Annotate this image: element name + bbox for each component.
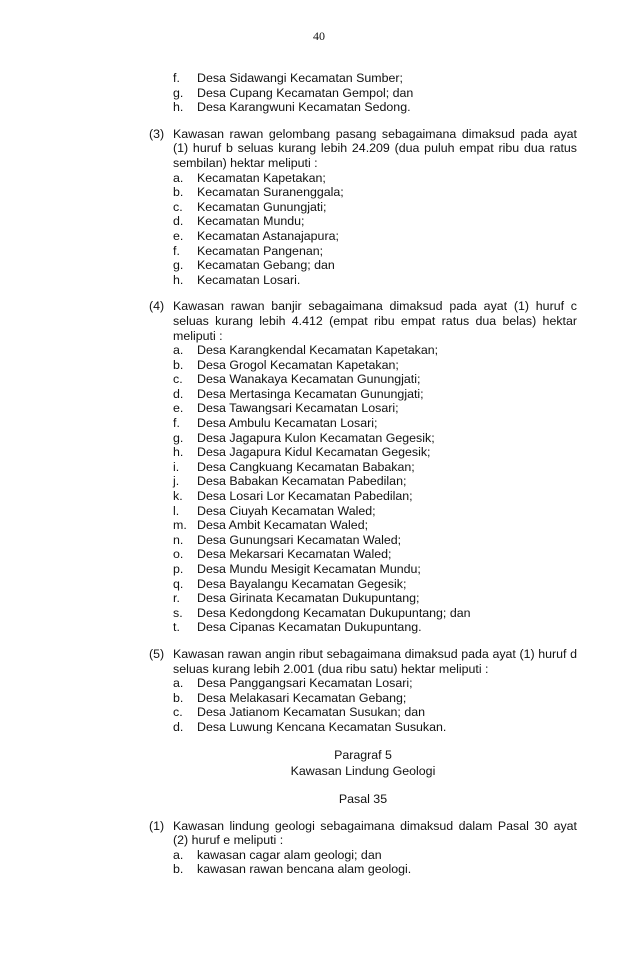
list-item-letter: k. [173,489,183,504]
list-item [173,358,577,373]
list-item-text: Desa Jagapura Kulon Kecamatan Gegesik; [197,430,435,445]
list-item [173,720,577,735]
list-item-text: Desa Cupang Kecamatan Gempol; dan [197,85,414,100]
paragraf-heading: Paragraf 5 [334,747,392,762]
list-item-letter: e. [173,228,184,243]
list-item-text: Desa Girinata Kecamatan Dukupuntang; [197,591,420,606]
list-item-letter: r. [173,591,180,606]
section-text: Kawasan rawan angin ribut sebagaimana dimaksud pada ayat (1) huruf d seluas kurang lebih 2.001 (dua ribu satu) hektar meliputi : [173,646,577,676]
list-item-letter: t. [173,620,180,635]
list-item [173,273,577,288]
list-item-letter: l. [173,503,180,518]
list-item-text: Desa Panggangsari Kecamatan Losari; [197,676,413,691]
pasal-35-list [173,848,577,877]
list-item-text: Desa Wanakaya Kecamatan Gunungjati; [197,372,421,387]
list-item-letter: d. [173,386,184,401]
list-item [173,474,577,489]
list-item [173,504,577,519]
list-item [173,244,577,259]
list-item-letter: f. [173,416,180,431]
list-item [173,489,577,504]
list-item [173,343,577,358]
list-item-letter: n. [173,532,184,547]
list-item-letter: m. [173,518,187,533]
page-number: 40 [313,29,325,43]
list-item-text: Desa Bayalangu Kecamatan Gegesik; [197,576,407,591]
list-item-text: Desa Karangkendal Kecamatan Kapetakan; [197,343,439,358]
section-text: Kawasan lindung geologi sebagaimana dimaksud dalam Pasal 30 ayat (2) huruf e meliputi : [173,818,577,848]
list-item-letter: s. [173,605,183,620]
list-item [173,862,577,877]
section-number: (1) [149,818,165,833]
list-item [173,416,577,431]
list-item [173,185,577,200]
list-item-text: Kecamatan Kapetakan; [197,170,326,185]
list-item-letter: f. [173,71,180,85]
list-item [173,401,577,416]
section-4 [149,299,577,635]
list-item-text: Desa Gunungsari Kecamatan Waled; [197,532,402,547]
list-item [173,848,577,863]
list-item-text: Kecamatan Astanajapura; [197,228,339,243]
list-item-text: Kecamatan Suranenggala; [197,185,344,200]
list-item-letter: c. [173,199,183,214]
list-item-text: Desa Luwung Kencana Kecamatan Susukan. [197,719,447,734]
list-item [173,100,577,115]
section-5-list [173,676,577,734]
list-item-letter: o. [173,547,184,562]
list-item-text: Desa Mekarsari Kecamatan Waled; [197,547,392,562]
list-item-letter: h. [173,445,184,460]
list-item [173,431,577,446]
list-item-text: Desa Jagapura Kidul Kecamatan Gegesik; [197,445,431,460]
list-item-text: Kecamatan Gebang; dan [197,258,335,273]
list-item [173,372,577,387]
section-text: Kawasan rawan banjir sebagaimana dimaksud pada ayat (1) huruf c seluas kurang lebih 4.412 (empat ribu empat ratus dua belas) hektar meliputi : [173,299,577,343]
list-item-letter: g. [173,430,184,445]
list-item-letter: a. [173,343,184,358]
list-item-text: Desa Babakan Kecamatan Pabedilan; [197,474,407,489]
list-item [173,620,577,635]
list-item-letter: g. [173,258,184,273]
list-item-letter: i. [173,459,180,474]
list-item [173,518,577,533]
list-item-text: Kecamatan Losari. [197,272,301,287]
list-item [173,591,577,606]
list-item-letter: p. [173,562,184,576]
list-item-text: Desa Losari Lor Kecamatan Pabedilan; [197,489,413,504]
list-item-text: Desa Ambulu Kecamatan Losari; [197,416,378,431]
list-item [173,606,577,621]
list-item-letter: h. [173,100,184,115]
document-body [149,71,577,877]
list-item-text: kawasan cagar alam geologi; dan [197,847,382,862]
list-item-letter: e. [173,401,184,416]
list-item-text: Desa Cangkuang Kecamatan Babakan; [197,459,415,474]
list-item [173,547,577,562]
list-item [173,258,577,273]
list-item-text: Desa Tawangsari Kecamatan Losari; [197,401,399,416]
list-item-text: Desa Karangwuni Kecamatan Sedong. [197,100,411,115]
list-item [173,86,577,101]
list-item [173,214,577,229]
section-4-list [173,343,577,635]
section-number: (5) [149,646,165,661]
list-item-text: Kecamatan Gunungjati; [197,199,327,214]
list-item [173,562,577,577]
list-item-text: Desa Ambit Kecamatan Waled; [197,518,369,533]
list-item [173,577,577,592]
list-item-text: Desa Ciuyah Kecamatan Waled; [197,503,376,518]
list-item-text: kawasan rawan bencana alam geologi. [197,862,412,877]
list-item-text: Desa Jatianom Kecamatan Susukan; dan [197,705,425,720]
section-number: (4) [149,299,165,314]
list-item-letter: d. [173,719,184,734]
list-item-letter: c. [173,705,183,720]
list-item-letter: b. [173,690,184,705]
pasal-35-section-1 [149,819,577,877]
section-3 [149,127,577,288]
list-item-letter: h. [173,272,184,287]
list-item [173,460,577,475]
list-item-letter: f. [173,243,180,258]
section-text: Kawasan rawan gelombang pasang sebagaimana dimaksud pada ayat (1) huruf b seluas kurang lebih 24.209 (dua puluh empat ribu dua ratus sembilan) hektar meliputi : [173,126,577,170]
list-item-letter: b. [173,862,184,877]
list-item [173,171,577,186]
section-5 [149,647,577,735]
list-item [173,229,577,244]
list-item [173,71,577,86]
list-item-letter: g. [173,85,184,100]
list-item-letter: a. [173,676,184,691]
intro-list [149,71,577,115]
list-item [173,676,577,691]
list-item-letter: d. [173,214,184,229]
section-number: (3) [149,126,165,141]
list-item-text: Kecamatan Pangenan; [197,243,324,258]
section-3-list [173,171,577,288]
list-item-text: Desa Mundu Mesigit Kecamatan Mundu; [197,562,421,576]
list-item [173,200,577,215]
list-item-text: Kecamatan Mundu; [197,214,305,229]
list-item-text: Desa Mertasinga Kecamatan Gunungjati; [197,386,424,401]
list-item-letter: a. [173,847,184,862]
list-item-letter: j. [173,474,180,489]
list-item [173,705,577,720]
pasal-heading: Pasal 35 [338,791,388,806]
list-item [173,691,577,706]
list-item [173,445,577,460]
list-item-letter: c. [173,372,183,387]
list-item-text: Desa Grogol Kecamatan Kapetakan; [197,357,399,372]
list-item-text: Desa Kedongdong Kecamatan Dukupuntang; dan [197,605,471,620]
list-item [173,533,577,548]
list-item-letter: b. [173,185,184,200]
list-item [173,387,577,402]
list-item-letter: q. [173,576,184,591]
list-item-text: Desa Cipanas Kecamatan Dukupuntang. [197,620,422,635]
list-item-text: Desa Sidawangi Kecamatan Sumber; [197,71,403,85]
paragraf-title: Kawasan Lindung Geologi [290,763,436,778]
list-item-text: Desa Melakasari Kecamatan Gebang; [197,690,407,705]
list-item-letter: a. [173,170,184,185]
list-item-letter: b. [173,357,184,372]
